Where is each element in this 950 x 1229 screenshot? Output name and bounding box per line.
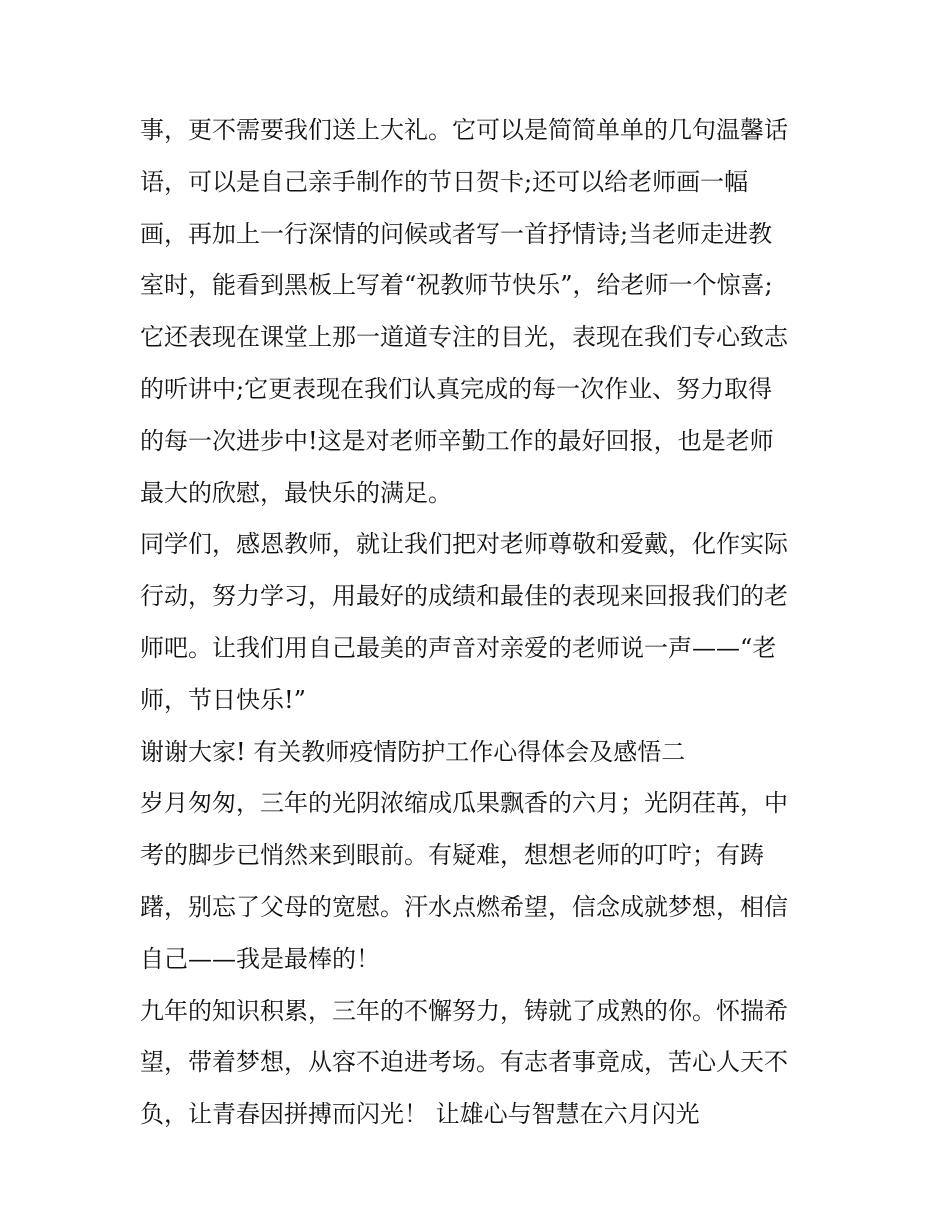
- text-line: 室时，能看到黑板上写着“祝教师节快乐”，给老师一个惊喜;: [140, 271, 773, 300]
- text-line: 同学们，感恩教师，就让我们把对老师尊敬和爱戴，化作实际: [140, 530, 788, 559]
- text-line: 岁月匆匆，三年的光阴浓缩成瓜果飘香的六月；光阴荏苒，中: [140, 789, 788, 818]
- text-line: 行动，努力学习，用最好的成绩和最佳的表现来回报我们的老: [140, 582, 788, 611]
- text-line: 师吧。让我们用自己最美的声音对亲爱的老师说一声——“老: [140, 633, 777, 662]
- text-line: 谢谢大家! 有关教师疫情防护工作心得体会及感悟二: [140, 737, 686, 766]
- text-line: 画，再加上一行深情的问候或者写一首抒情诗;当老师走进教: [140, 219, 773, 248]
- text-line: 语，可以是自己亲手制作的节日贺卡;还可以给老师画一幅: [140, 167, 749, 196]
- text-line: 最大的欣慰，最快乐的满足。: [140, 478, 452, 507]
- text-line: 它还表现在课堂上那一道道专注的目光，表现在我们专心致志: [140, 323, 788, 352]
- text-line: 的每一次进步中!这是对老师辛勤工作的最好回报，也是老师: [140, 426, 774, 455]
- document-body: [140, 105, 820, 1141]
- text-line: 自己——我是最棒的！: [140, 944, 380, 973]
- text-line: 的听讲中;它更表现在我们认真完成的每一次作业、努力取得: [140, 374, 773, 403]
- text-line: 躇，别忘了父母的宽慰。汗水点燃希望，信念成就梦想，相信: [140, 892, 788, 921]
- text-line: 望，带着梦想，从容不迫进考场。有志者事竟成，苦心人天不: [140, 1048, 788, 1077]
- text-line: 师，节日快乐!”: [140, 685, 306, 714]
- text-line: 九年的知识积累，三年的不懈努力，铸就了成熟的你。怀揣希: [140, 996, 788, 1025]
- text-line: 事，更不需要我们送上大礼。它可以是简简单单的几句温馨话: [140, 116, 788, 144]
- text-line: 负，让青春因拼搏而闪光！ 让雄心与智慧在六月闪光: [140, 1100, 700, 1129]
- text-line: 考的脚步已悄然来到眼前。有疑难，想想老师的叮咛；有踌: [140, 841, 764, 870]
